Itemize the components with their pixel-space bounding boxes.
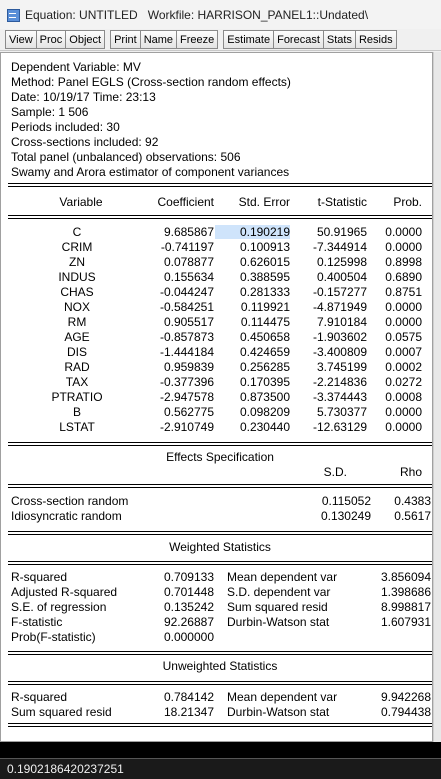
effects-sd: 0.115052 [321,494,371,508]
stat-value: 0.135242 [163,600,214,614]
coef-std-error: 0.114475 [240,315,290,329]
col-header-variable: Variable [59,195,103,209]
stat-label: Durbin-Watson stat [227,615,330,629]
coef-t-statistic: 3.745199 [316,360,367,374]
coef-std-error: 0.424659 [239,345,290,359]
table-rule [8,183,432,187]
stat-label: Adjusted R-squared [11,585,118,599]
table-rule [8,484,432,488]
stat-label: Mean dependent var [227,690,338,704]
coef-variable: RAD [64,360,90,374]
stat-label: Mean dependent var [227,570,338,584]
coef-value: 0.078877 [163,255,214,269]
coef-std-error: 0.119921 [240,300,290,314]
coef-value: -2.910749 [159,420,214,434]
coef-prob: 0.6890 [385,270,422,284]
coef-prob: 0.0000 [385,300,422,314]
resids-button[interactable]: Resids [356,30,397,49]
table-rule [8,215,432,219]
coef-variable: RM [67,315,87,329]
stat-label: R-squared [11,690,68,704]
status-value: 0.1902186420237251 [7,762,124,776]
coef-t-statistic: -3.400809 [312,345,367,359]
effects-rho-header: Rho [399,465,422,479]
table-rule [8,723,432,727]
coef-std-error: 0.100913 [239,240,290,254]
coef-prob: 0.0002 [385,360,422,374]
name-button[interactable]: Name [141,30,177,49]
coef-prob: 0.0000 [385,405,422,419]
effects-sd: 0.130249 [320,509,371,523]
weighted-title: Weighted Statistics [169,540,271,554]
stat-value: 1.398686 [380,585,431,599]
coef-value: 9.685867 [163,225,214,239]
coef-prob: 0.0008 [385,390,422,404]
coef-variable: INDUS [58,270,96,284]
stat-value: 0.794438 [380,705,431,719]
coef-prob: 0.0000 [385,315,422,329]
coef-prob: 0.0000 [385,225,422,239]
coef-std-error: 0.450658 [239,330,290,344]
stat-value: 0.000000 [163,630,214,644]
coef-std-error: 0.230440 [239,420,290,434]
coef-prob: 0.8998 [385,255,422,269]
stat-value: 0.709133 [163,570,214,584]
coef-value: -0.584251 [159,300,214,314]
stat-label: F-statistic [11,615,63,629]
vertical-scrollbar[interactable] [433,52,441,742]
coef-value: 0.905517 [163,315,214,329]
view-button[interactable]: View [5,30,37,49]
coef-variable: C [72,225,82,239]
col-header-coefficient: Coefficient [157,195,214,209]
effects-rho: 0.5617 [394,509,431,523]
coef-std-error: 0.281333 [239,285,290,299]
coef-prob: 0.8751 [385,285,422,299]
coef-value: -1.444184 [159,345,214,359]
effects-label: Cross-section random [11,494,129,508]
coef-t-statistic: -12.63129 [312,420,367,434]
coef-variable: DIS [66,345,87,359]
coef-t-statistic: 0.125998 [316,255,367,269]
header-line: Total panel (unbalanced) observations: 506 [11,150,241,164]
coef-prob: 0.0007 [385,345,422,359]
effects-sd-header: S.D. [323,465,347,479]
table-rule [8,561,432,565]
coef-std-error: 0.098209 [239,405,290,419]
effects-label: Idiosyncratic random [11,509,122,523]
header-line: Dependent Variable: MV [11,60,141,74]
stat-label: R-squared [11,570,68,584]
coef-variable: ZN [69,255,85,269]
stat-label: Durbin-Watson stat [227,705,330,719]
unweighted-title: Unweighted Statistics [162,659,278,673]
stats-button[interactable]: Stats [324,30,356,49]
coef-variable: LSTAT [59,420,95,434]
coef-std-error: 0.626015 [239,255,290,269]
stat-value: 9.942268 [380,690,431,704]
coef-value: 0.155634 [163,270,214,284]
estimation-output[interactable] [0,52,433,742]
stat-value: 0.701448 [163,585,214,599]
object-button[interactable]: Object [66,30,105,49]
coef-std-error: 0.873500 [239,390,290,404]
coef-variable: AGE [64,330,90,344]
col-header-prob: Prob. [393,195,422,209]
stat-label: Sum squared resid [11,705,112,719]
header-line: Cross-sections included: 92 [11,135,159,149]
coef-std-error: 0.388595 [239,270,290,284]
coef-value: 0.562775 [163,405,214,419]
header-line: Date: 10/19/17 Time: 23:13 [11,90,156,104]
header-line: Periods included: 30 [11,120,120,134]
stat-label: Prob(F-statistic) [11,630,96,644]
coef-variable: NOX [63,300,90,314]
print-button[interactable]: Print [110,30,141,49]
col-header-t-statistic: t-Statistic [317,195,367,209]
table-rule [8,442,432,446]
stat-value: 3.856094 [380,570,431,584]
coef-prob: 0.0575 [385,330,422,344]
coef-variable: PTRATIO [51,390,103,404]
stat-value: 8.998817 [380,600,431,614]
coef-value: -2.947578 [159,390,214,404]
window-titlebar [0,0,441,29]
coef-t-statistic: -7.344914 [312,240,367,254]
coef-std-error: 0.256285 [239,360,290,374]
selected-cell[interactable]: 0.190219 [215,225,290,239]
stat-label: Sum squared resid [227,600,328,614]
coef-std-error: 0.170395 [239,375,290,389]
coef-t-statistic: 7.910184 [316,315,367,329]
effects-rho: 0.4383 [394,494,431,508]
coef-t-statistic: 50.91965 [316,225,367,239]
coef-prob: 0.0000 [385,240,422,254]
coef-t-statistic: 5.730377 [316,405,367,419]
coef-t-statistic: -3.374443 [312,390,367,404]
equation-icon [6,8,20,22]
stat-label: S.D. dependent var [227,585,331,599]
coef-t-statistic: 0.400504 [316,270,367,284]
window-title: Equation: UNTITLED Workfile: HARRISON_PANEL1::Undated\ [25,7,369,22]
proc-button[interactable]: Proc [37,30,67,49]
coef-value: -0.044247 [159,285,214,299]
forecast-button[interactable]: Forecast [274,30,324,49]
table-rule [8,681,432,685]
status-bar [0,742,441,778]
coef-variable: CHAS [60,285,94,299]
col-header-std-error: Std. Error [238,195,290,209]
toolbar [0,29,441,51]
table-rule [8,651,432,655]
coef-variable: B [72,405,81,419]
coef-value: -0.377396 [159,375,214,389]
coef-variable: CRIM [61,240,93,254]
coef-prob: 0.0272 [385,375,422,389]
freeze-button[interactable]: Freeze [177,30,218,49]
coef-t-statistic: -1.903602 [312,330,367,344]
estimate-button[interactable]: Estimate [223,30,274,49]
coef-t-statistic: -0.157277 [312,285,367,299]
header-line: Method: Panel EGLS (Cross-section random effects) [11,75,291,89]
coef-variable: TAX [65,375,89,389]
stat-value: 0.784142 [163,690,214,704]
header-line: Sample: 1 506 [11,105,89,119]
coef-value: 0.959839 [163,360,214,374]
coef-value: -0.857873 [159,330,214,344]
stat-value: 92.26887 [163,615,214,629]
coef-t-statistic: -2.214836 [312,375,367,389]
stat-label: S.E. of regression [11,600,107,614]
effects-title: Effects Specification [166,450,274,464]
table-rule [8,531,432,535]
coef-value: -0.741197 [160,240,214,254]
coef-t-statistic: -4.871949 [312,300,367,314]
header-line: Swamy and Arora estimator of component variances [11,165,290,179]
stat-value: 1.607931 [380,615,431,629]
stat-value: 18.21347 [163,705,214,719]
coef-prob: 0.0000 [385,420,422,434]
